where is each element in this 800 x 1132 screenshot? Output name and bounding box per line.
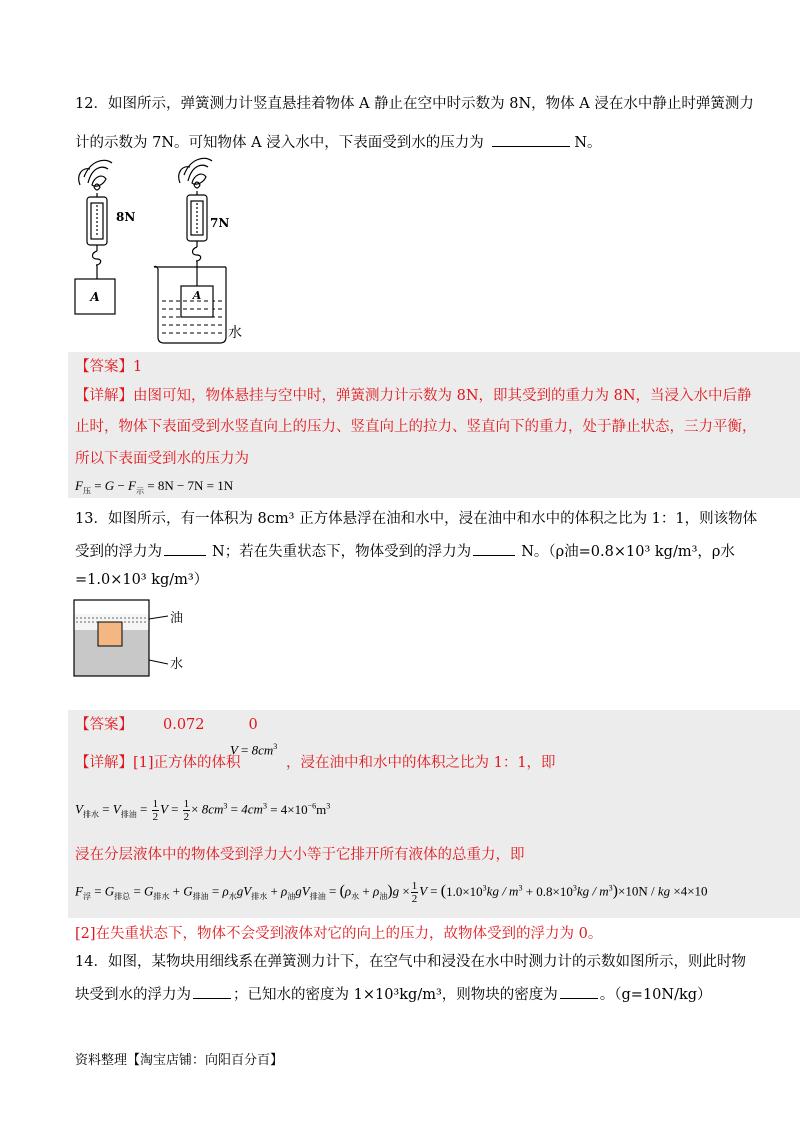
q13-volume-formula: $V = 8cm^3$ xyxy=(230,742,278,758)
q13-text-line1: 13．如图所示，有一体积为 8cm³ 正方体悬浮在油和水中，浸在油中和水中的体积之比为 1：1，则该物体 xyxy=(75,511,758,527)
q13-volume-split-formula: $V_{排水} = V_{排油}$ = $\frac{1}{2}$ V = $\frac{1}{2}$ × $8cm^3 = 4cm^3 = 4\times 10^{-6}m^3$ xyxy=(75,798,331,824)
q13-answer-line xyxy=(75,718,258,733)
q13-blank-1 xyxy=(164,543,206,556)
q14-text-line1: 14．如图，某物块用细线系在弹簧测力计下，在空气中和浸没在水中时测力计的示数如图所示，则此时物 xyxy=(75,954,746,970)
q12-answer-line xyxy=(75,360,142,375)
q12-right-hand-icon xyxy=(179,158,212,184)
q12-answer-blank xyxy=(492,134,570,147)
q12-left-hand-icon xyxy=(79,160,112,186)
q12-spring-scale-figure xyxy=(70,155,250,350)
q13-blank-2 xyxy=(473,543,515,556)
q13-detail-line1 xyxy=(75,756,241,771)
q13-detail-label: 【详解】 xyxy=(75,755,133,771)
q13-detail-line4: [2]在失重状态下，物体不会受到液体对它的向上的压力，故物体受到的浮力为 0。 xyxy=(75,926,603,942)
q14-text-line2a: 块受到水的浮力为 xyxy=(75,987,191,1003)
q13-text-line2c: N。（ρ油=0.8×10³ kg/m³，ρ水 xyxy=(521,544,735,560)
q14-blank-1 xyxy=(193,986,231,999)
q12-answer-label: 【答案】 xyxy=(75,359,133,375)
q12-right-block-label: A xyxy=(192,289,202,302)
q13-text-line2a: 受到的浮力为 xyxy=(75,544,162,560)
q13-text-line3: =1.0×10³ kg/m³） xyxy=(75,572,209,588)
q12-left-block-label: A xyxy=(90,290,100,304)
q12-left-scale xyxy=(87,184,107,279)
q14-text-line2c: 。（g=10N/kg） xyxy=(599,987,712,1003)
q12-left-reading: 8N xyxy=(116,210,136,224)
q12-water-label: 水 xyxy=(228,325,242,341)
q13-oil-water-figure xyxy=(70,596,200,680)
q12-answer-value: 1 xyxy=(133,359,143,375)
q12-text-line1: 12．如图所示，弹簧测力计竖直悬挂着物体 A 静止在空中时示数为 8N，物体 A 浸在水中静止时弹簧测力 xyxy=(75,96,754,112)
q12-detail-line2: 止时，物体下表面受到水竖直向上的压力、竖直向上的拉力、竖直向下的重力，处于静止状态，三力平衡， xyxy=(75,419,757,435)
q14-text-line2b: ；已知水的密度为 1×10³kg/m³，则物块的密度为 xyxy=(233,987,558,1003)
q13-oil-label: 油 xyxy=(170,611,184,626)
q13-water-label: 水 xyxy=(170,657,184,672)
q12-detail-line1-text: 由图可知，物体悬挂与空中时，弹簧测力计示数为 8N，即其受到的重力为 8N，当浸入水中后静 xyxy=(133,388,752,404)
q12-detail-line1 xyxy=(75,389,752,404)
q13-answer-label: 【答案】 xyxy=(75,717,133,733)
q13-detail-a: [1]正方体的体积 xyxy=(133,755,241,771)
q12-right-reading: 7N xyxy=(210,216,230,230)
q13-buoyancy-formula: $F_浮 = G_{排总} = G_{排水} + G_{排油} = \rho_水gV_{排水} + \rho_油gV_{排油} = (\rho_水 + \rho_油)g$ × $\frac{1}{2}$ $V = (1.0\times 10^3kg / m^3 + 0.8\times 10^3kg / m^3)\times 10N$ / kg ×4×10 xyxy=(75,880,708,906)
q12-text-line2 xyxy=(75,134,602,151)
q13-text-line2b: N；若在失重状态下，物体受到的浮力为 xyxy=(212,544,472,560)
page-footer: 资料整理【淘宝店铺：向阳百分百】 xyxy=(75,1053,284,1068)
q14-blank-2 xyxy=(560,986,598,999)
q13-answer-value2: 0 xyxy=(248,717,258,733)
q13-detail-line3: 浸在分层液体中的物体受到浮力大小等于它排开所有液体的总重力，即 xyxy=(75,847,525,863)
q12-text-line2-main: 计的示数为 7N。可知物体 A 浸入水中，下表面受到水的压力为 xyxy=(75,135,484,151)
q13-detail-b: ，浸在油中和水中的体积之比为 1：1，即 xyxy=(286,755,556,771)
q13-answer-value1: 0.072 xyxy=(163,717,205,733)
q12-detail-line3: 所以下表面受到水的压力为 xyxy=(75,451,249,467)
q12-right-scale xyxy=(187,182,207,286)
q13-text-line2 xyxy=(75,543,735,560)
q14-text-line2 xyxy=(75,986,712,1003)
q12-unit: N。 xyxy=(574,135,602,151)
q12-detail-label: 【详解】 xyxy=(75,388,133,404)
q12-formula: $F_压 = G - F_示 = 8N - 7N = 1N$ xyxy=(75,478,234,496)
q13-cube xyxy=(98,622,122,646)
